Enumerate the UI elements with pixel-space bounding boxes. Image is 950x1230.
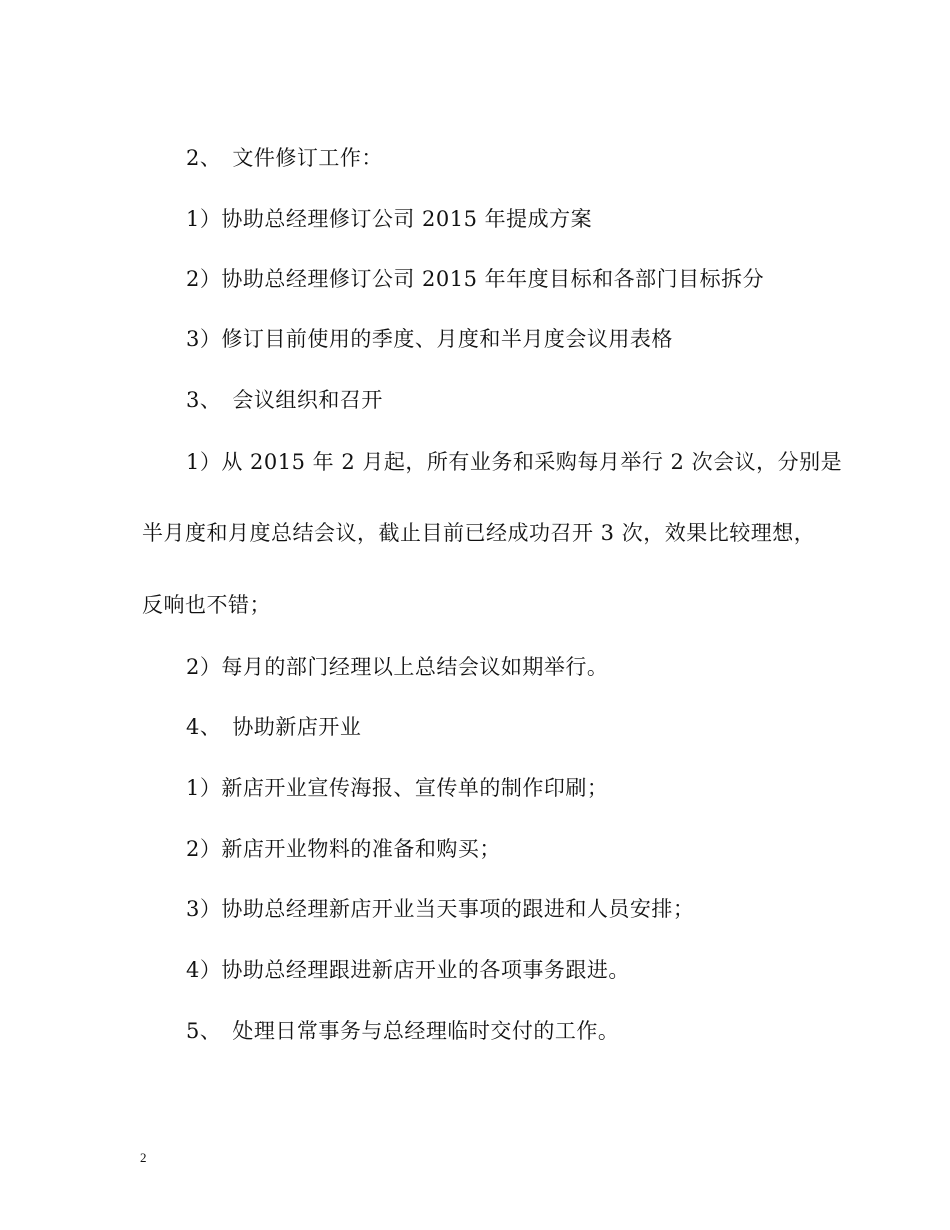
page-number: 2 [140,1150,147,1165]
list-item: 1）从 2015 年 2 月起，所有业务和采购每月举行 2 次会议，分别是 [186,450,843,474]
section-heading-3: 3、 会议组织和召开 [186,388,383,412]
list-item: 2）每月的部门经理以上总结会议如期举行。 [186,655,609,679]
paragraph-continuation: 反响也不错； [142,593,271,617]
section-heading-4: 4、 协助新店开业 [186,715,362,739]
list-item: 1）协助总经理修订公司 2015 年提成方案 [186,207,593,231]
section-heading-5: 5、 处理日常事务与总经理临时交付的工作。 [186,1019,620,1043]
paragraph-continuation: 半月度和月度总结会议，截止目前已经成功召开 3 次，效果比较理想， [142,521,816,545]
list-item: 2）新店开业物料的准备和购买； [186,837,501,861]
list-item: 1）新店开业宣传海报、宣传单的制作印刷； [186,776,609,800]
list-item: 3）协助总经理新店开业当天事项的跟进和人员安排； [186,897,695,921]
list-item: 2）协助总经理修订公司 2015 年年度目标和各部门目标拆分 [186,267,765,291]
section-heading-2: 2、 文件修订工作： [186,146,383,170]
list-item: 4）协助总经理跟进新店开业的各项事务跟进。 [186,958,630,982]
list-item: 3）修订目前使用的季度、月度和半月度会议用表格 [186,327,673,351]
